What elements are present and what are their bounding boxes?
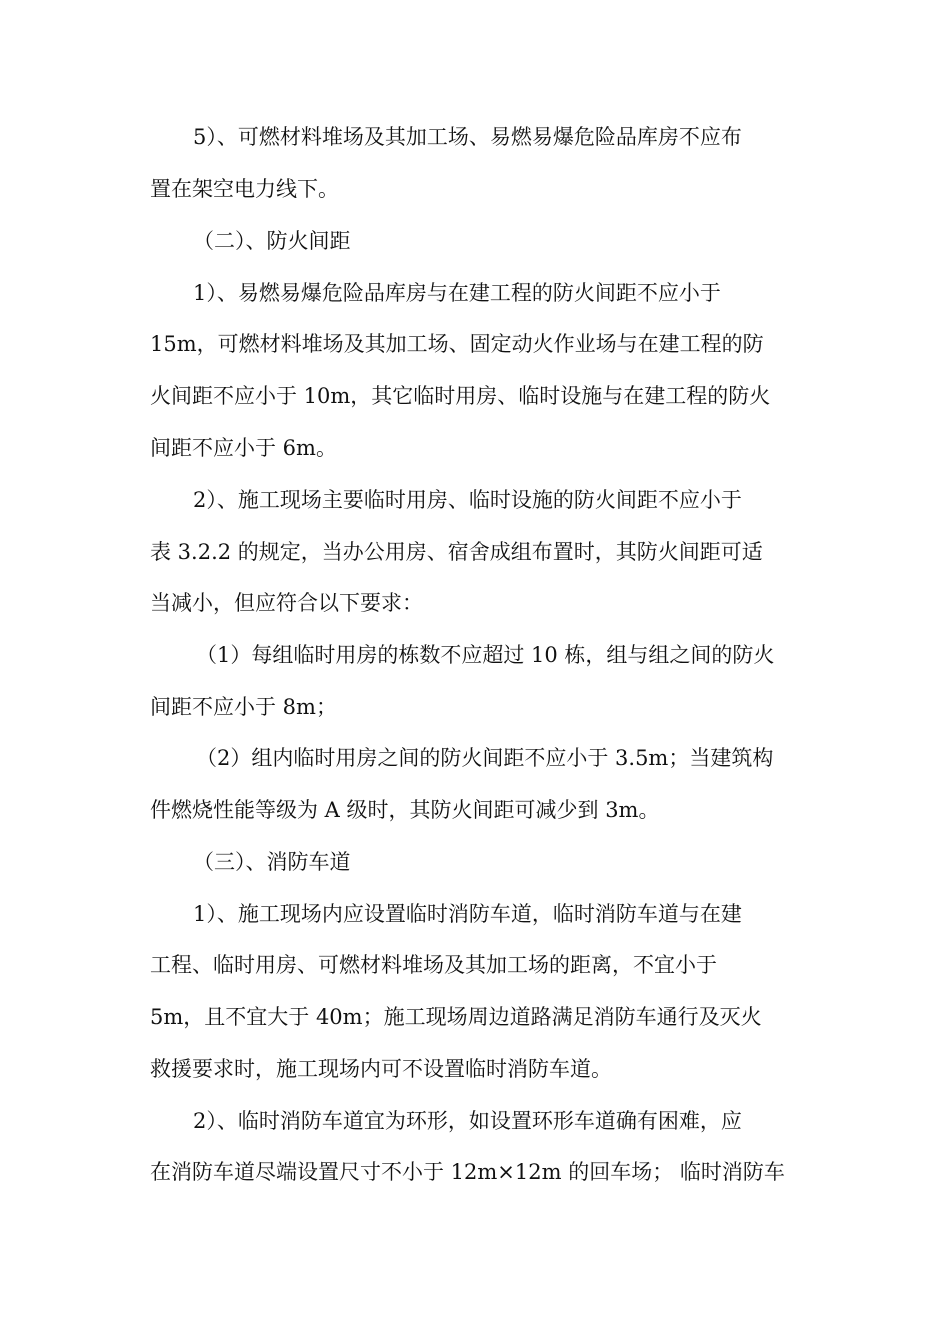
text-line: 5m，且不宜大于 40m；施工现场周边道路满足消防车通行及灭火	[150, 1005, 762, 1029]
text-line: 1）、易燃易爆危险品库房与在建工程的防火间距不应小于	[193, 281, 721, 305]
text-line: 间距不应小于 8m；	[150, 695, 337, 719]
text-line: 5）、可燃材料堆场及其加工场、易燃易爆危险品库房不应布	[193, 125, 742, 149]
text-line: 1）、施工现场内应设置临时消防车道，临时消防车道与在建	[193, 902, 742, 926]
text-line: （1）每组临时用房的栋数不应超过 10 栋，组与组之间的防火	[196, 643, 775, 667]
text-line: 工程、临时用房、可燃材料堆场及其加工场的距离，不宜小于	[150, 953, 717, 977]
text-line: 间距不应小于 6m。	[150, 436, 337, 460]
text-line: 15m，可燃材料堆场及其加工场、固定动火作业场与在建工程的防	[150, 332, 764, 356]
text-line: 2）、临时消防车道宜为环形，如设置环形车道确有困难，应	[193, 1109, 742, 1133]
text-line: 火间距不应小于 10m，其它临时用房、临时设施与在建工程的防火	[150, 384, 771, 408]
text-line: （2）组内临时用房之间的防火间距不应小于 3.5m；当建筑构	[196, 746, 774, 770]
text-line: 表 3.2.2 的规定，当办公用房、宿舍成组布置时，其防火间距可适	[150, 540, 763, 564]
section-heading: （二）、防火间距	[193, 229, 351, 253]
text-line: 置在架空电力线下。	[150, 177, 339, 201]
section-heading: （三）、消防车道	[193, 850, 351, 874]
text-line: 在消防车道尽端设置尺寸不小于 12m×12m 的回车场； 临时消防车	[150, 1160, 785, 1184]
text-line: 救援要求时，施工现场内可不设置临时消防车道。	[150, 1057, 612, 1081]
text-line: 2）、施工现场主要临时用房、临时设施的防火间距不应小于	[193, 488, 742, 512]
text-line: 件燃烧性能等级为 A 级时，其防火间距可减少到 3m。	[150, 798, 660, 822]
text-line: 当减小，但应符合以下要求：	[150, 591, 423, 615]
